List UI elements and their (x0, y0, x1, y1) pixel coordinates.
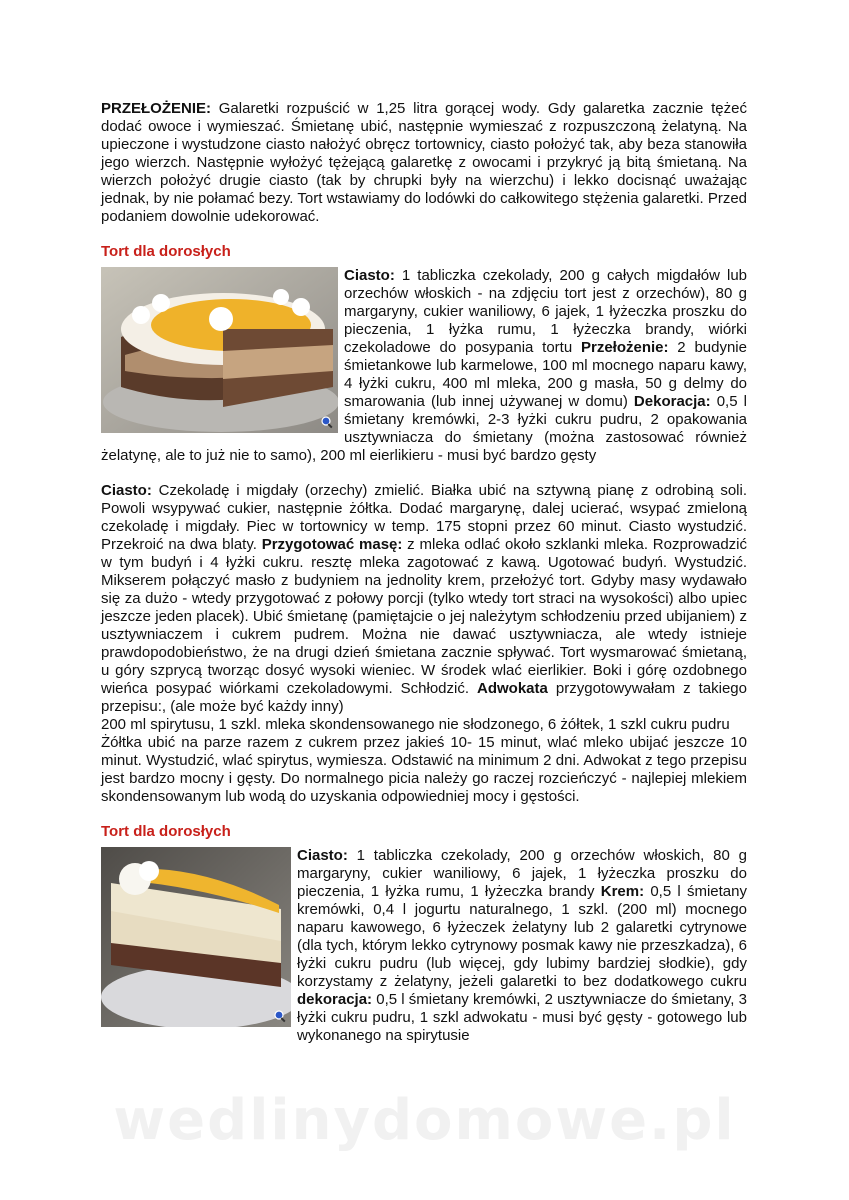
cake-photo-2-image (101, 847, 291, 1027)
recipe2-dekoracja-label: dekoracja: (297, 991, 373, 1008)
recipe1-adwokat-method: Żółtka ubić na parze razem z cukrem przez jakieś 10- 15 minut, wlać mleko ubijać jeszcze 10 minut. Wystudzić, wlać spirytus, wymiesza. Odstawić na minimum 2 dni. Adwokat z tego przepisu jest bardzo mocny i gęsty. Do normalnego picia należy go raczej rozcieńczyć - najlepiej mlekiem skondensowanym lub wodą do uzyskania odpowiedniej mocy i gęstości. (101, 734, 747, 805)
recipe1-method-ciasto-label: Ciasto: (101, 482, 152, 499)
recipe1-method-text3: przygotowywałam z takiego przepisu:, (ale może być każdy inny) (101, 680, 747, 715)
recipe1-ingredients (101, 267, 747, 465)
intro-paragraph (101, 100, 747, 226)
zoom-icon-2[interactable] (273, 1009, 287, 1023)
recipe1-title: Tort dla dorosłych (101, 243, 231, 260)
recipe2-krem-text: 0,5 l śmietany kremówki, 0,4 l jogurtu naturalnego, 1 szkl. (200 ml) mocnego naparu kawowego, 6 łyżeczek żelatyny lub 2 galaretki cytrynowe (dla tych, którym lekko cytrynowy posmak kawy nie przeszkadza), 6 łyżki cukru pudru (lub więcej, gdy lubimy bardziej słodkie), gdy korzystamy z żelatyny, jeżeli galaretki to bez dodatkowego cukru (297, 883, 747, 990)
recipe1-method-text1: Czekoladę i migdały (orzechy) zmielić. Białka ubić na sztywną pianę z odrobiną soli. Powoli wsypywać cukier, następnie żółtka. Dodać margarynę, dalej ucierać, wsypać zmieloną czekoladę i migdały. Piec w tortownicy w temp. 175 stopni przez 60 minut. Ciasto wystudzić. Przekroić na dwa blaty. (101, 482, 747, 553)
recipe2-ingredients (101, 847, 747, 1045)
intro-label: PRZEŁOŻENIE: (101, 100, 212, 117)
recipe2-dekoracja-text: 0,5 l śmietany kremówki, 2 usztywniacze do śmietany, 3 łyżki cukru pudru, 1 szkl adwokatu - musi być gęsty - gotowego lub wykonanego na spirytusie (297, 991, 747, 1044)
recipe2-title: Tort dla dorosłych (101, 823, 231, 840)
recipe1-dekoracja-label: Dekoracja: (633, 393, 711, 410)
intro-text: Galaretki rozpuścić w 1,25 litra gorącej wody. Gdy galaretka zacznie tężeć dodać owoce i wymieszać. Śmietanę ubić, następnie wymieszać z rozpuszczoną żelatyną. Na upieczone i wystudzone ciasto nałożyć obręcz tortownicy, ciasto położyć tak, aby beza stanowiła jego wierzch. Następnie wyłożyć tężejącą galaretkę z owocami i przykryć ją bitą śmietaną. Na wierzch położyć drugie ciasto (tak by chrupki były na wierzchu) i lekko docisnąć uważając jednak, by nie połamać bezy. Tort wstawiamy do lodówki do całkowitego stężenia galaretki. Przed podaniem dowolnie udekorować. (101, 100, 747, 225)
document-page (101, 100, 747, 1045)
recipe1-przelozenie-text: 2 budynie śmietankowe lub karmelowe, 100 ml mocnego naparu kawy, 4 łyżki cukru, 400 ml mleka, 200 g masła, 50 g delmy do smarowania (lub innej używanej w domu) (344, 339, 747, 410)
recipe2-ciasto-text: 1 tabliczka czekolady, 200 g orzechów włoskich, 80 g margaryny, cukier waniliowy, 6 jajek, 1 łyżeczka proszku do pieczenia, 1 łyżka rumu, 1 łyżeczka brandy (297, 847, 747, 900)
cake-photo-1-image (101, 267, 338, 433)
cake-photo-2 (101, 847, 291, 1027)
recipe1-method-text2: z mleka odlać około szklanki mleka. Rozprowadzić w tym budyń i 4 łyżki cukru. resztę mleka zagotować z kawą. Ugotować budyń. Wystudzić. Mikserem połączyć masło z budyniem na jednolity krem, przełożyć tort. Gdyby masy wydawało się za dużo - wtedy przygotować z połowy porcji (tylko wtedy tort straci na wysokości) albo upiec jeszcze jeden placek). Ubić śmietanę (pamiętajcie o jej należytym schłodzeniu przed ubijaniem) z usztywniaczem i cukrem pudrem. Można nie dawać usztywniacza, ale wtedy istnieje prawdopodobieństwo, że na drugi dzień śmietana zacznie spływać. Tort wysmarować śmietaną, u góry szprycą tworząc dosyć wysoki wieniec. W środek wlać eierlikier. Boki i górę ozdobnego wieńca posypać wiórkami czekoladowymi. Schłodzić. (101, 536, 747, 697)
recipe1-adwokata-label: Adwokata (477, 680, 548, 697)
recipe1-ciasto-text: 1 tabliczka czekolady, 200 g całych migdałów lub orzechów włoskich - na zdjęciu tort jest z orzechów), 80 g margaryny, cukier waniliowy, 6 jajek, 1 łyżeczka proszku do pieczenia, 1 łyżka rumu, 1 łyżeczka brandy, wiórki czekoladowe do posypania tortu (344, 267, 747, 356)
recipe1-method (101, 482, 747, 716)
recipe2-ciasto-label: Ciasto: (297, 847, 348, 864)
recipe2-krem-label: Krem: (600, 883, 645, 900)
recipe1-adwokat-ingredients: 200 ml spirytusu, 1 szkl. mleka skondensowanego nie słodzonego, 6 żółtek, 1 szkl cukru pudru (101, 716, 730, 733)
recipe1-masa-label: Przygotować masę: (261, 536, 403, 553)
recipe1-dekoracja-text: 0,5 l śmietany kremówki, 2-3 łyżki cukru pudru, 2 opakowania usztywniacza do śmietany (można zastosować również żelatynę, ale to już nie to samo), 200 ml eierlikieru - musi być bardzo gęsty (101, 393, 747, 464)
zoom-icon[interactable] (320, 415, 334, 429)
cake-photo-1 (101, 267, 338, 433)
watermark: wedlinydomowe.pl (113, 1088, 736, 1153)
recipe1-ciasto-label: Ciasto: (344, 267, 395, 284)
recipe1-przelozenie-label: Przełożenie: (580, 339, 669, 356)
